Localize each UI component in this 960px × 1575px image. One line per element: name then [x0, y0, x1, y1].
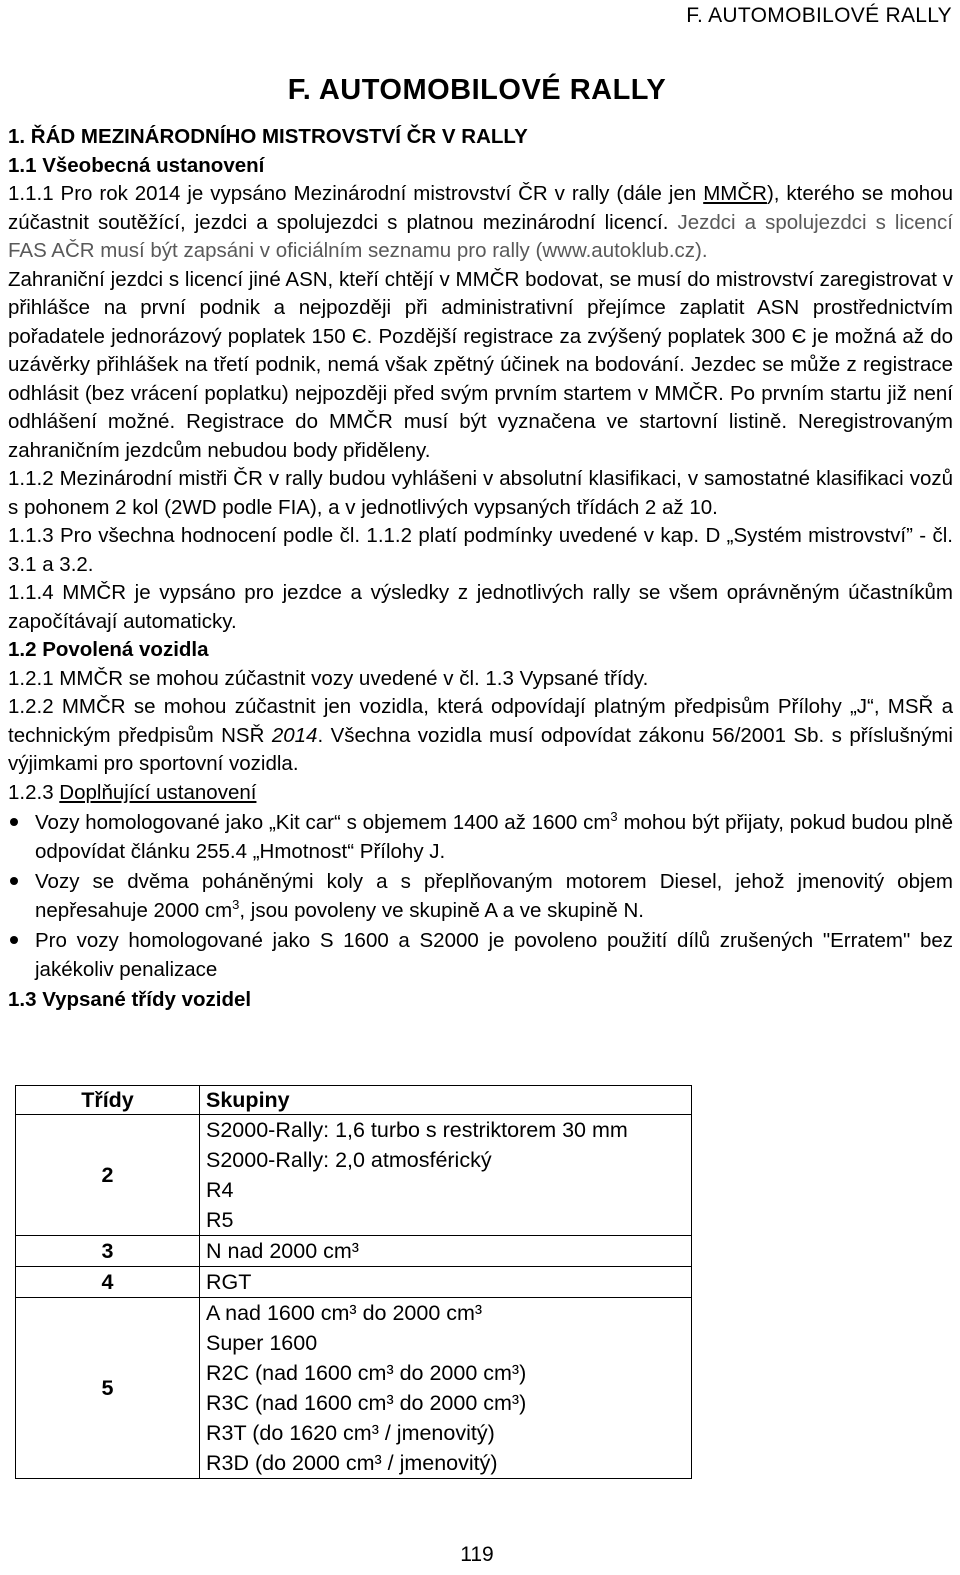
supplementary-rules-list — [8, 809, 953, 984]
group-item: Super 1600 — [206, 1331, 318, 1355]
column-header-groups: Skupiny — [200, 1086, 692, 1115]
section-heading-1: 1. ŘÁD MEZINÁRODNÍHO MISTROVSTVÍ ČR V RALLY — [8, 125, 528, 148]
superscript: 3 — [610, 809, 618, 824]
table-row — [16, 1298, 692, 1479]
section-heading-1-2: 1.2 Povolená vozidla — [8, 638, 209, 661]
vehicle-classes-table — [15, 1085, 692, 1479]
class-cell: 4 — [16, 1267, 200, 1298]
paragraph-1-1-1-licence: ), kterého se mohou zúčastnit soutěžící, jezdci a spolujezdci s platnou mezinárodní licencí. — [8, 182, 953, 234]
group-item: R5 — [206, 1208, 234, 1232]
paragraph-1-2-3 — [8, 779, 953, 808]
groups-cell — [200, 1298, 692, 1479]
table-header-row — [16, 1086, 692, 1115]
paragraph-1-1-1-registration-note: Jezdci a spolujezdci s licencí FAS AČR musí být zapsáni v oficiálním seznamu pro rally (www.autoklub.cz). — [8, 210, 953, 262]
paragraph-1-1-1 — [8, 180, 953, 266]
group-item: R3D (do 2000 cm³ / jmenovitý) — [206, 1451, 498, 1475]
document-body — [8, 123, 953, 1015]
bullet-text: mohou být přijaty, pokud budou plně odpovídat článku 255.4 „Hmotnost“ Přílohy J. — [35, 811, 953, 863]
paragraph-1-2-1: 1.2.1 MMČR se mohou zúčastnit vozy uvedené v čl. 1.3 Vypsané třídy. — [8, 666, 649, 690]
groups-cell — [200, 1267, 692, 1298]
mmcr-abbreviation: MMČR — [703, 182, 767, 205]
paragraph-1-2-2-start: 1.2.2 MMČR se mohou zúčastnit jen vozidla, která odpovídají platným předpisům Přílohy „J“, MSŘ a technickým předpisům NSŘ — [8, 695, 953, 747]
group-item: A nad 1600 cm³ do 2000 cm³ — [206, 1301, 483, 1325]
paragraph-1-2-2 — [8, 693, 953, 779]
list-item — [8, 868, 953, 925]
bullet-text: Vozy se dvěma poháněnými koly a s přeplňovaným motorem Diesel, jehož jmenovitý objem nepřesahuje 2000 cm — [35, 870, 953, 922]
section-heading-1-3: 1.3 Vypsané třídy vozidel — [8, 988, 252, 1011]
paragraph-1-1-4: 1.1.4 MMČR je vypsáno pro jezdce a výsledky z jednotlivých rally se všem oprávněným účastníkům započítávají automaticky. — [8, 581, 953, 633]
group-item: RGT — [206, 1270, 252, 1294]
table-row — [16, 1267, 692, 1298]
paragraph-1-2-3-title: Doplňující ustanovení — [59, 780, 257, 804]
bullet-text: , jsou povoleny ve skupině A a ve skupině N. — [239, 898, 644, 922]
group-item: R4 — [206, 1178, 234, 1202]
groups-cell — [200, 1236, 692, 1267]
column-header-classes: Třídy — [16, 1086, 200, 1115]
document-title: F. AUTOMOBILOVÉ RALLY — [287, 74, 667, 106]
running-header: F. AUTOMOBILOVÉ RALLY — [686, 4, 952, 27]
superscript: 3 — [232, 896, 240, 912]
bullet-text: Pro vozy homologované jako S 1600 a S2000 je povoleno použití dílů zrušených "Erratem" bez jakékoliv penalizace — [35, 929, 953, 981]
group-item: S2000-Rally: 2,0 atmosférický — [206, 1148, 492, 1172]
list-item — [8, 809, 953, 866]
group-item: N nad 2000 cm³ — [206, 1239, 359, 1263]
paragraph-1-2-2-end: . Všechna vozidla musí odpovídat zákonu 56/2001 Sb. s příslušnými výjimkami pro sportovní vozidla. — [8, 723, 953, 775]
paragraph-1-1-1-start: 1.1.1 Pro rok 2014 je vypsáno Mezinárodní mistrovství ČR v rally (dále jen — [8, 182, 704, 205]
class-cell: 3 — [16, 1236, 200, 1267]
bullet-icon — [10, 936, 18, 944]
group-item: S2000-Rally: 1,6 turbo s restriktorem 30 mm — [206, 1118, 628, 1142]
class-cell: 5 — [16, 1298, 200, 1479]
paragraph-foreign-drivers: Zahraniční jezdci s licencí jiné ASN, kteří chtějí v MMČR bodovat, se musí do mistrovství zaregistrovat v přihlášce na první podnik a nejpozději při administrativní přejímce zaplatit ASN prostřednictvím pořadatele jednorázový poplatek 150 Є. Pozdější registrace za zvýšený poplatek 300 Є je možná až do uzávěrky přihlášek na třetí podnik, nemá však zpětný účinek na bodování. Jezdec se může z registrace odhlásit (bez vrácení poplatku) nejpozději před svým prvním startem v MMČR. Po prvním startu již není odhlášení možné. Registrace do MMČR musí být vyznačena ve startovní listině. Neregistrovaným zahraničním jezdcům nebudou body přiděleny. — [8, 267, 953, 462]
paragraph-1-2-3-number: 1.2.3 — [8, 780, 60, 804]
group-item: R3T (do 1620 cm³ / jmenovitý) — [206, 1421, 495, 1445]
paragraph-1-1-3: 1.1.3 Pro všechna hodnocení podle čl. 1.1.2 platí podmínky uvedené v kap. D „Systém mistrovství” - čl. 3.1 a 3.2. — [8, 524, 953, 576]
section-heading-1-1: 1.1 Všeobecná ustanovení — [8, 153, 265, 177]
bullet-icon — [10, 818, 18, 826]
table-row — [16, 1236, 692, 1267]
bullet-icon — [10, 877, 18, 885]
group-item: R2C (nad 1600 cm³ do 2000 cm³) — [206, 1361, 527, 1385]
groups-cell — [200, 1115, 692, 1236]
page-number: 119 — [460, 1543, 494, 1566]
table-row — [16, 1115, 692, 1236]
paragraph-1-1-2: 1.1.2 Mezinárodní mistři ČR v rally budou vyhlášeni v absolutní klasifikaci, v samostatné klasifikaci vozů s pohonem 2 kol (2WD podle FIA), a v jednotlivých vypsaných třídách 2 až 10. — [8, 467, 953, 519]
bullet-text: Vozy homologované jako „Kit car“ s objemem 1400 až 1600 cm — [35, 811, 611, 834]
list-item — [8, 927, 953, 984]
nsr-year: 2014 — [271, 723, 318, 747]
group-item: R3C (nad 1600 cm³ do 2000 cm³) — [206, 1391, 527, 1415]
class-cell: 2 — [16, 1115, 200, 1236]
